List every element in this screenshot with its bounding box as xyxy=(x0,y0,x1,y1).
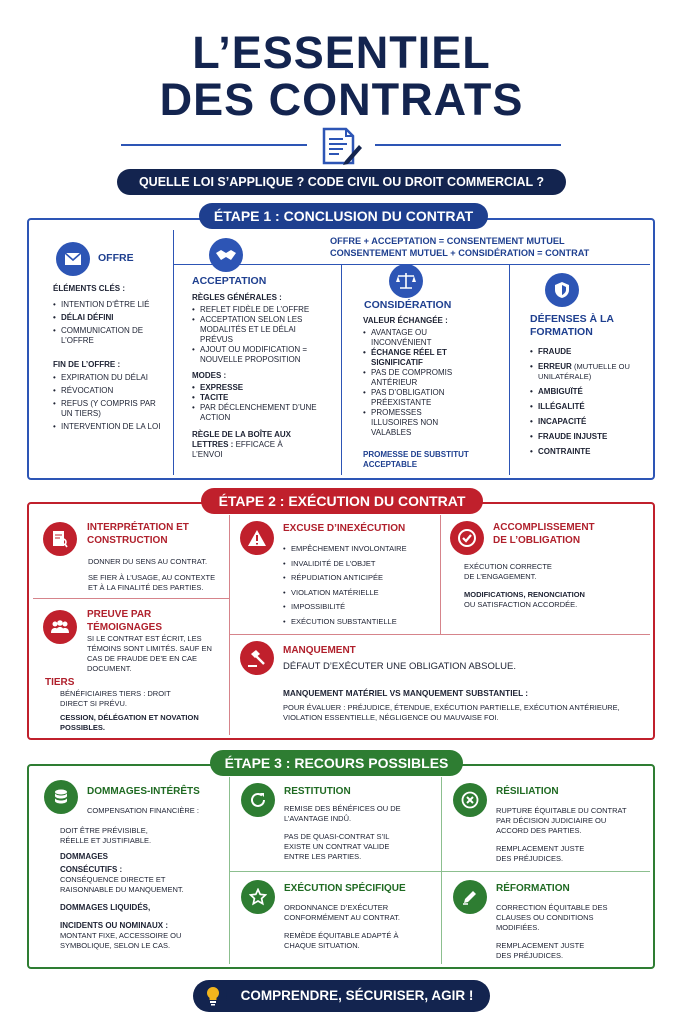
divider xyxy=(509,265,510,475)
divider xyxy=(33,598,229,599)
list-item: • RÉPUDIATION ANTICIPÉE xyxy=(283,573,433,583)
handshake-icon xyxy=(209,238,243,272)
dommages-h3: DOMMAGES xyxy=(60,852,108,861)
list-item: • INVALIDITÉ DE L’OBJET xyxy=(283,559,433,569)
dommages-p1: COMPENSATION FINANCIÈRE : xyxy=(87,806,199,815)
excuse-title: EXCUSE D’INEXÉCUTION xyxy=(283,523,406,534)
scales-icon xyxy=(389,264,423,298)
excuse-content xyxy=(283,544,433,627)
dommages-h6: INCIDENTS OU NOMINAUX : xyxy=(60,921,168,930)
list-item: • INCAPACITÉ xyxy=(530,417,645,427)
preuve-text: SI LE CONTRAT EST ÉCRIT, LES TÉMOINS SONT LIMITÉS. SAUF EN CAS DE FRAUDE DE’E EN CAE DOCUMENT. xyxy=(87,634,212,673)
etape1-title: ÉTAPE 1 : CONCLUSION DU CONTRAT xyxy=(199,203,488,229)
execution-title: EXÉCUTION SPÉCIFIQUE xyxy=(284,883,406,894)
accomplissement-content xyxy=(464,562,614,610)
accomplissement-p1: EXÉCUTION CORRECTE DE L’ENGAGEMENT. xyxy=(464,562,552,581)
manquement-title: MANQUEMENT xyxy=(283,645,356,656)
list-item: • DÉLAI DÉFINI xyxy=(53,313,163,323)
defense-label: ERREUR xyxy=(538,362,572,371)
list-item: • AVANTAGE OU INCONVÉNIENT xyxy=(363,328,468,348)
divider xyxy=(173,230,174,475)
resiliation-content xyxy=(496,806,628,864)
resiliation-p1: RUPTURE ÉQUITABLE DU CONTRAT PAR DÉCISION JUDICIAIRE OU ACCORD DES PARTIES. xyxy=(496,806,627,835)
list-item: • AMBIGUÏTÉ xyxy=(530,387,645,397)
restitution-p1: REMISE DES BÉNÉFICES OU DE L’AVANTAGE INDÛ. xyxy=(284,804,401,823)
divider xyxy=(375,144,561,146)
boite-text: EFFICACE À L’ENVOI xyxy=(192,440,283,459)
check-circle-icon xyxy=(450,521,484,555)
tiers-p2: CESSION, DÉLÉGATION ET NOVATION POSSIBLES. xyxy=(60,713,199,732)
reformation-p1: CORRECTION ÉQUITABLE DES CLAUSES OU CONDITIONS MODIFIÉES. xyxy=(496,903,608,932)
star-icon xyxy=(241,880,275,914)
dommages-p2: DOIT ÊTRE PRÉVISIBLE, RÉELLE ET JUSTIFIABLE. xyxy=(60,826,152,845)
valeur-heading: VALEUR ÉCHANGÉE : xyxy=(363,316,448,325)
formula-block xyxy=(330,235,589,259)
boite-heading: RÈGLE DE LA BOÎTE AUX LETTRES : xyxy=(192,430,291,449)
list-item: • COMMUNICATION DE L’OFFRE xyxy=(53,326,163,346)
list-item: • RÉVOCATION xyxy=(53,386,163,396)
divider xyxy=(229,634,650,635)
accomplissement-p2: OU SATISFACTION ACCORDÉE. xyxy=(464,600,578,609)
tiers-p1: BÉNÉFICIAIRES TIERS : DROIT DIRECT SI PRÉVU. xyxy=(60,689,171,708)
pencil-icon xyxy=(453,880,487,914)
promesse-substitut: PROMESSE DE SUBSTITUT ACCEPTABLE xyxy=(363,450,469,469)
divider xyxy=(229,515,230,735)
dommages-p4: CONSÉQUENCE DIRECTE ET RAISONNABLE DU MANQUEMENT. xyxy=(60,875,184,894)
offre-content xyxy=(53,284,163,432)
formula-offer-acceptance: OFFRE + ACCEPTATION = CONSENTEMENT MUTUEL xyxy=(330,236,565,246)
offre-elements-heading: ÉLÉMENTS CLÉS : xyxy=(53,284,126,293)
envelope-icon xyxy=(56,242,90,276)
defenses-content xyxy=(530,347,645,457)
list-item: • EXPRESSE xyxy=(192,383,327,393)
accomplissement-title: ACCOMPLISSEMENT DE L’OBLIGATION xyxy=(493,522,595,546)
acceptation-modes-heading: MODES : xyxy=(192,371,227,380)
refresh-icon xyxy=(241,783,275,817)
contract-document-icon xyxy=(321,127,363,170)
list-item: • PAS DE COMPROMIS ANTÉRIEUR xyxy=(363,368,468,388)
tiers-title: TIERS xyxy=(45,677,75,688)
list-item: • ÉCHANGE RÉEL ET SIGNIFICATIF xyxy=(363,348,468,368)
footer-text: COMPRENDRE, SÉCURISER, AGIR ! xyxy=(240,988,474,1003)
resiliation-p2: REMPLACEMENT JUSTE DES PRÉJUDICES. xyxy=(496,844,585,863)
etape2-title: ÉTAPE 2 : EXÉCUTION DU CONTRAT xyxy=(201,488,483,514)
list-item: • INTENTION D’ÊTRE LIÉ xyxy=(53,300,163,310)
list-item: • ACCEPTATION SELON LES MODALITÉS ET LE DÉLAI PRÉVUS xyxy=(192,315,317,345)
list-item: • FRAUDE xyxy=(530,347,645,357)
list-item: • PAR DÉCLENCHEMENT D’UNE ACTION xyxy=(192,403,327,423)
list-item: • REFUS (Y COMPRIS PAR UN TIERS) xyxy=(53,399,163,419)
cancel-icon xyxy=(453,783,487,817)
dommages-p6: MONTANT FIXE, ACCESSOIRE OU SYMBOLIQUE, SELON LE CAS. xyxy=(60,931,182,950)
acceptation-content xyxy=(192,293,327,460)
law-question-banner: QUELLE LOI S’APPLIQUE ? CODE CIVIL OU DROIT COMMERCIAL ? xyxy=(117,169,566,195)
manquement-p2: POUR ÉVALUER : PRÉJUDICE, ÉTENDUE, EXÉCUTION PARTIELLE, EXÉCUTION ANTÉRIEURE, VIOLATION ESSENTIELLE, NÉGLIGENCE OU MAUVAISE FOI. xyxy=(283,703,620,722)
restitution-p2: PAS DE QUASI-CONTRAT S’IL EXISTE UN CONTRAT VALIDE ENTRE LES PARTIES. xyxy=(284,832,390,861)
document-search-icon xyxy=(43,522,77,556)
erreur-note: (MUTUELLE OU UNILATÉRALE) xyxy=(538,362,630,381)
execution-p2: REMÈDE ÉQUITABLE ADAPTÉ À CHAQUE SITUATION. xyxy=(284,931,399,950)
accomplissement-p2-bold: MODIFICATIONS, RENONCIATION xyxy=(464,590,585,599)
divider xyxy=(341,265,342,475)
tiers-content xyxy=(60,689,200,733)
people-icon xyxy=(43,610,77,644)
list-item: • INTERVENTION DE LA LOI xyxy=(53,422,163,432)
list-item: • PROMESSES ILLUSOIRES NON VALABLES xyxy=(363,408,468,438)
formula-consideration: CONSENTEMENT MUTUEL + CONSIDÉRATION = CONTRAT xyxy=(330,248,590,258)
interpretation-title: INTERPRÉTATION ET CONSTRUCTION xyxy=(87,522,189,546)
warning-icon xyxy=(240,521,274,555)
resiliation-title: RÉSILIATION xyxy=(496,786,559,797)
acceptation-regles-heading: RÈGLES GÉNÉRALES : xyxy=(192,293,282,302)
manquement-p1: DÉFAUT D’EXÉCUTER UNE OBLIGATION ABSOLUE. xyxy=(283,661,516,672)
list-item: • EMPÊCHEMENT INVOLONTAIRE xyxy=(283,544,433,554)
manquement-heading: MANQUEMENT MATÉRIEL VS MANQUEMENT SUBSTANTIEL : xyxy=(283,688,529,698)
divider xyxy=(121,144,307,146)
shield-icon xyxy=(545,273,579,307)
list-item: • EXÉCUTION SUBSTANTIELLE xyxy=(283,617,433,627)
dommages-title: DOMMAGES-INTÉRÊTS xyxy=(87,786,200,797)
dommages-h5: DOMMAGES LIQUIDÉS, xyxy=(60,903,151,912)
gavel-icon xyxy=(240,641,274,675)
list-item: • AJOUT OU MODIFICATION = NOUVELLE PROPOSITION xyxy=(192,345,317,365)
defenses-title: DÉFENSES À LA FORMATION xyxy=(530,313,614,338)
execution-p1: ORDONNANCE D’EXÉCUTER CONFORMÉMENT AU CONTRAT. xyxy=(284,903,400,922)
list-item: • VIOLATION MATÉRIELLE xyxy=(283,588,433,598)
lightbulb-icon xyxy=(199,982,227,1010)
restitution-title: RESTITUTION xyxy=(284,786,351,797)
execution-content xyxy=(284,903,404,951)
reformation-p2: REMPLACEMENT JUSTE DES PRÉJUDICES. xyxy=(496,941,585,960)
offre-fin-heading: FIN DE L’OFFRE : xyxy=(53,360,121,369)
list-item: • PAS D’OBLIGATION PRÉEXISTANTE xyxy=(363,388,468,408)
list-item: • REFLET FIDÈLE DE L’OFFRE xyxy=(192,305,317,315)
list-item: • IMPOSSIBILITÉ xyxy=(283,602,433,612)
etape3-title: ÉTAPE 3 : RECOURS POSSIBLES xyxy=(210,750,463,776)
offre-title: OFFRE xyxy=(98,252,134,264)
acceptation-title: ACCEPTATION xyxy=(192,275,267,287)
list-item xyxy=(530,362,645,382)
dommages-h4: CONSÉCUTIFS : xyxy=(60,865,123,874)
list-item: • CONTRAINTE xyxy=(530,447,645,457)
reformation-title: RÉFORMATION xyxy=(496,883,570,894)
divider xyxy=(229,871,650,872)
consideration-title: CONSIDÉRATION xyxy=(364,299,452,311)
page-title-line2: DES CONTRATS xyxy=(159,74,524,125)
interpretation-p2: SE FIER À L’USAGE, AU CONTEXTE ET À LA FINALITÉ DES PARTIES. xyxy=(88,573,216,592)
list-item: • EXPIRATION DU DÉLAI xyxy=(53,373,163,383)
page-title-line1: L’ESSENTIEL xyxy=(192,27,491,78)
list-item: • FRAUDE INJUSTE xyxy=(530,432,645,442)
list-item: • TACITE xyxy=(192,393,327,403)
list-item: • ILLÉGALITÉ xyxy=(530,402,645,412)
dommages-content xyxy=(60,806,220,951)
reformation-content xyxy=(496,903,638,961)
interpretation-p1: DONNER DU SENS AU CONTRAT. xyxy=(88,557,208,566)
consideration-content xyxy=(363,316,488,470)
preuve-title: PREUVE PAR TÉMOIGNAGES xyxy=(87,609,163,633)
restitution-content xyxy=(284,804,404,862)
divider xyxy=(440,515,441,634)
interpretation-content xyxy=(88,557,218,593)
